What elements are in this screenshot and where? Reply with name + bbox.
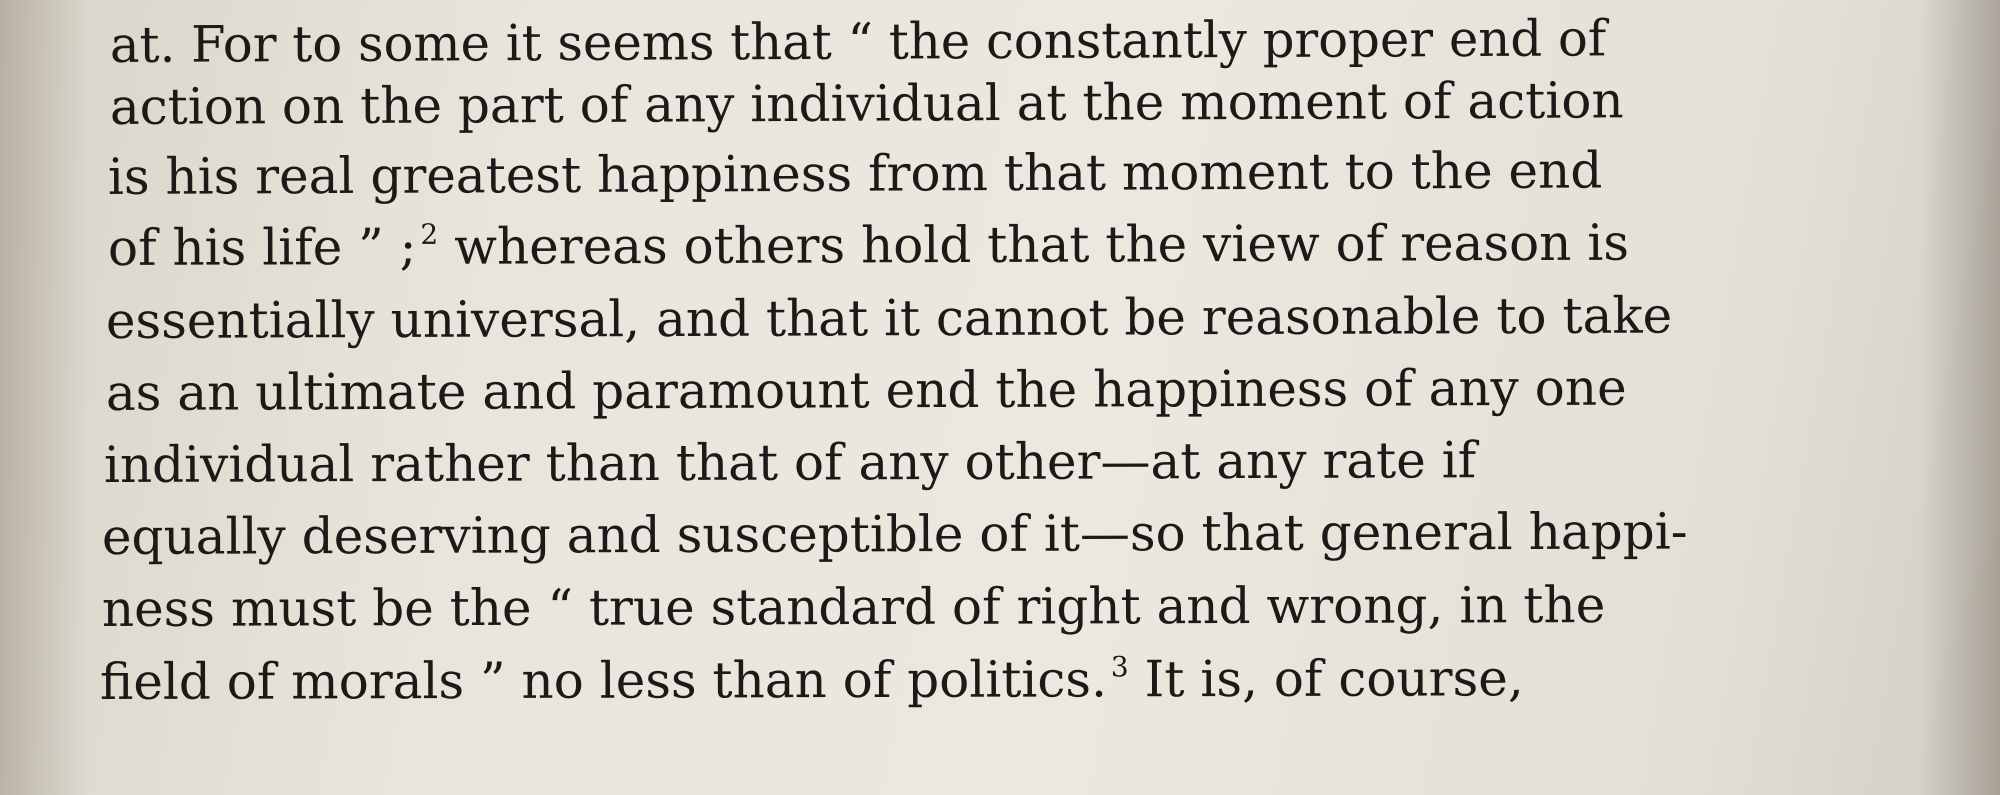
text-line-10 [99,649,1524,711]
footnote-ref-3: 3 [1110,650,1129,684]
line-5-text: essentially universal, and that it cannot be reasonable to take [105,286,1673,350]
line-2-text: action on the part of any individual at the moment of action [109,71,1624,136]
line-10-text-after: It is, of course, [1128,649,1524,709]
footnote-ref-2: 2 [420,217,439,251]
line-7-text: individual rather than that of any other—at any rate if [103,431,1477,494]
text-line-5 [105,286,1673,350]
line-4-text-after: whereas others hold that the view of reason is [438,213,1630,276]
page-shadow-left [0,0,90,795]
text-line-1 [109,9,1899,74]
text-line-8 [101,502,1688,566]
text-line-4 [107,213,1630,277]
line-9-text: ness must be the “ true standard of right and wrong, in the [101,576,1606,638]
line-1-text: at. For to some it seems that “ the constantly proper end of [109,9,1607,74]
line-4-text: of his life ” ; [107,217,417,277]
text-line-7 [103,431,1477,494]
line-3-text: is his real greatest happiness from that moment to the end [107,141,1603,206]
text-line-9 [101,576,1606,638]
line-6-text: as an ultimate and paramount end the happiness of any one [105,358,1627,422]
text-line-3 [107,141,1603,206]
page-shadow-right [1920,0,2000,795]
line-8-text: equally deserving and susceptible of it—so that general happi- [101,502,1688,566]
line-10-text: field of morals ” no less than of politics. [99,650,1107,711]
text-line-6 [105,358,1627,422]
text-line-2 [109,71,1624,136]
